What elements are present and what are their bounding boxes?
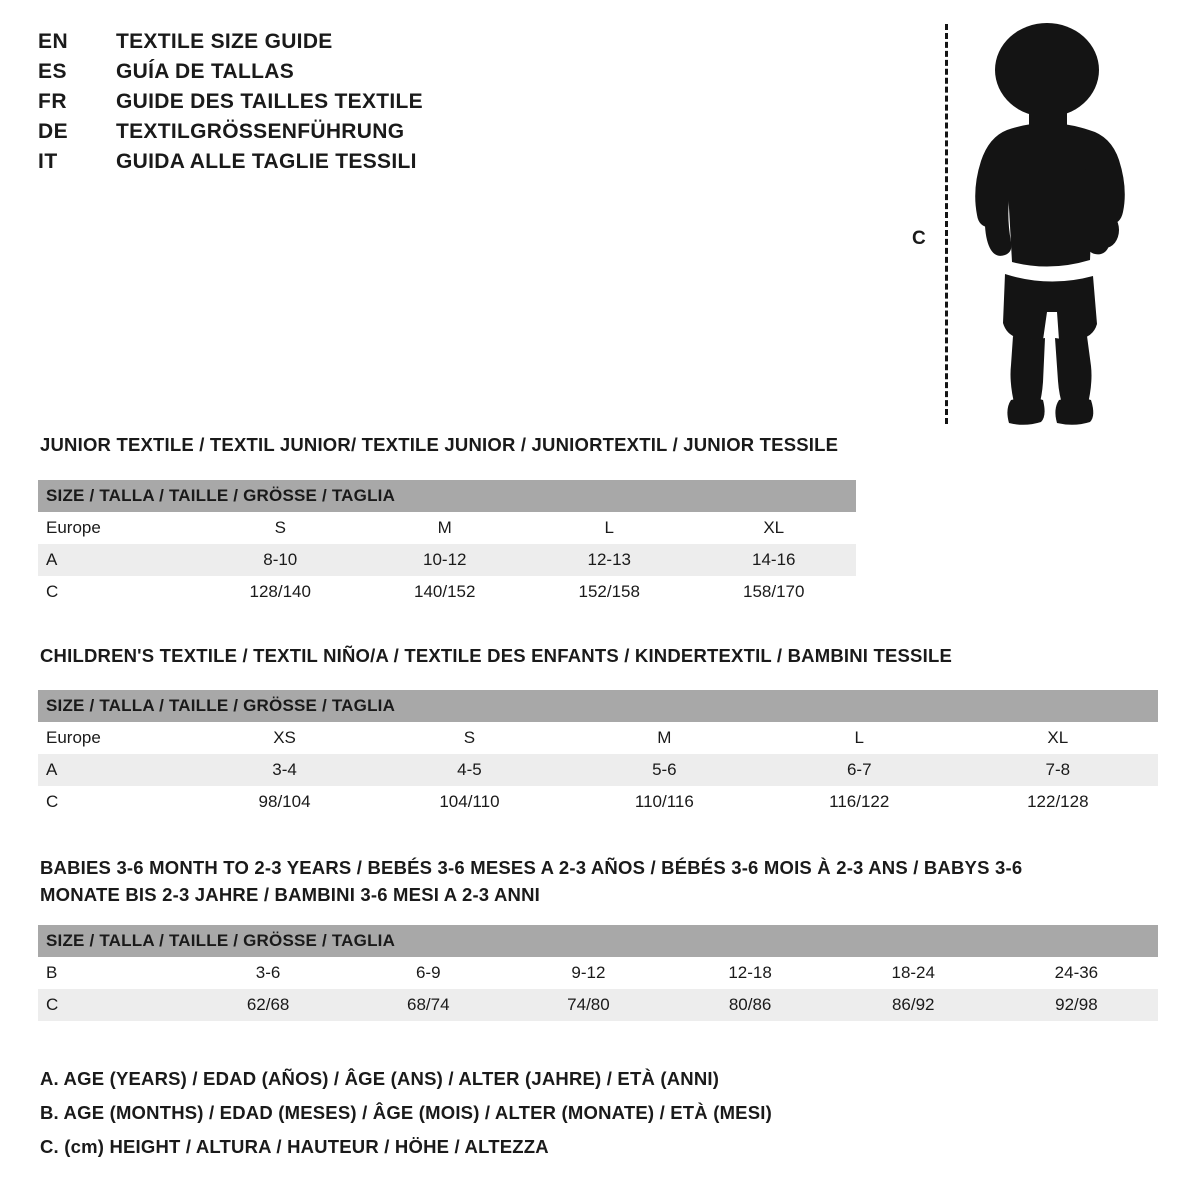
child-silhouette-icon <box>955 18 1145 433</box>
cell-value: 4-5 <box>371 754 568 786</box>
cell-value: XS <box>198 722 371 754</box>
cell-value: 14-16 <box>692 544 857 576</box>
cell-value: 12-18 <box>669 957 832 989</box>
table-row <box>38 576 856 608</box>
language-code: DE <box>38 120 69 143</box>
band-label: SIZE / TALLA / TAILLE / GRÖSSE / TAGLIA <box>38 925 1158 957</box>
row-label: C <box>38 786 198 818</box>
cell-value: 104/110 <box>371 786 568 818</box>
language-row <box>38 90 598 114</box>
cell-value: S <box>371 722 568 754</box>
language-row <box>38 150 598 174</box>
cell-value: XL <box>958 722 1158 754</box>
height-dashed-line <box>945 24 948 424</box>
language-code: ES <box>38 60 68 83</box>
children-size-table <box>38 690 1158 818</box>
cell-value: 116/122 <box>761 786 958 818</box>
cell-value: 92/98 <box>995 989 1158 1021</box>
cell-value: M <box>568 722 761 754</box>
cell-value: 80/86 <box>669 989 832 1021</box>
table-band-header <box>38 480 856 512</box>
cell-value: 74/80 <box>508 989 668 1021</box>
band-label: SIZE / TALLA / TAILLE / GRÖSSE / TAGLIA <box>38 690 1158 722</box>
cell-value: 140/152 <box>363 576 528 608</box>
cell-value: M <box>363 512 528 544</box>
cell-value: 68/74 <box>348 989 508 1021</box>
language-code: EN <box>38 30 69 53</box>
table-row <box>38 754 1158 786</box>
row-label: A <box>38 544 198 576</box>
cell-value: 158/170 <box>692 576 857 608</box>
language-row <box>38 120 598 144</box>
babies-size-table <box>38 925 1158 1021</box>
table-row <box>38 722 1158 754</box>
cell-value: S <box>198 512 363 544</box>
cell-value: 5-6 <box>568 754 761 786</box>
legend-line-age-years: A. AGE (YEARS) / EDAD (AÑOS) / ÂGE (ANS) / ALTER (JAHRE) / ETÀ (ANNI) <box>40 1068 720 1089</box>
cell-value: 62/68 <box>188 989 348 1021</box>
cell-value: 3-6 <box>188 957 348 989</box>
row-label: Europe <box>38 722 198 754</box>
cell-value: 9-12 <box>508 957 668 989</box>
band-label: SIZE / TALLA / TAILLE / GRÖSSE / TAGLIA <box>38 480 856 512</box>
cell-value: 110/116 <box>568 786 761 818</box>
row-label: B <box>38 957 188 989</box>
cell-value: 12-13 <box>527 544 692 576</box>
table-row <box>38 786 1158 818</box>
section-title-junior: JUNIOR TEXTILE / TEXTIL JUNIOR/ TEXTILE JUNIOR / JUNIORTEXTIL / JUNIOR TESSILE <box>40 434 839 455</box>
cell-value: 3-4 <box>198 754 371 786</box>
table-band-header <box>38 925 1158 957</box>
cell-value: XL <box>692 512 857 544</box>
junior-size-table <box>38 480 856 608</box>
table-row <box>38 544 856 576</box>
row-label: A <box>38 754 198 786</box>
cell-value: 8-10 <box>198 544 363 576</box>
language-row <box>38 30 598 54</box>
cell-value: L <box>761 722 958 754</box>
measurement-figure <box>900 10 1160 430</box>
cell-value: 18-24 <box>832 957 995 989</box>
language-title: GUÍA DE TALLAS <box>116 60 295 83</box>
cell-value: 152/158 <box>527 576 692 608</box>
row-label: Europe <box>38 512 198 544</box>
table-row <box>38 957 1158 989</box>
table-row <box>38 512 856 544</box>
language-code: FR <box>38 90 67 113</box>
language-code: IT <box>38 150 58 173</box>
language-title: GUIDA ALLE TAGLIE TESSILI <box>116 150 417 173</box>
table-row <box>38 989 1158 1021</box>
cell-value: 6-9 <box>348 957 508 989</box>
section-title-children: CHILDREN'S TEXTILE / TEXTIL NIÑO/A / TEXTILE DES ENFANTS / KINDERTEXTIL / BAMBINI TESSILE <box>40 645 952 666</box>
language-title: GUIDE DES TAILLES TEXTILE <box>116 90 423 113</box>
language-header-block <box>38 30 598 180</box>
cell-value: 128/140 <box>198 576 363 608</box>
row-label: C <box>38 576 198 608</box>
cell-value: 6-7 <box>761 754 958 786</box>
cell-value: 122/128 <box>958 786 1158 818</box>
cell-value: 86/92 <box>832 989 995 1021</box>
table-band-header <box>38 690 1158 722</box>
cell-value: 7-8 <box>958 754 1158 786</box>
cell-value: 10-12 <box>363 544 528 576</box>
language-title: TEXTILE SIZE GUIDE <box>116 30 333 53</box>
height-measure-label: C <box>912 228 926 249</box>
cell-value: L <box>527 512 692 544</box>
row-label: C <box>38 989 188 1021</box>
section-title-babies: BABIES 3-6 MONTH TO 2-3 YEARS / BEBÉS 3-6 MESES A 2-3 AÑOS / BÉBÉS 3-6 MOIS À 2-3 ANS / BABYS 3-6 MONATE BIS 2-3 JAHRE / BAMBINI 3-6 MESI A 2-3 ANNI <box>40 857 1023 905</box>
legend-line-age-months: B. AGE (MONTHS) / EDAD (MESES) / ÂGE (MOIS) / ALTER (MONATE) / ETÀ (MESI) <box>40 1102 772 1123</box>
legend-block <box>40 1068 1040 1170</box>
legend-line-height: C. (cm) HEIGHT / ALTURA / HAUTEUR / HÖHE / ALTEZZA <box>40 1136 549 1157</box>
language-row <box>38 60 598 84</box>
language-title: TEXTILGRÖSSENFÜHRUNG <box>116 120 405 143</box>
cell-value: 24-36 <box>995 957 1158 989</box>
cell-value: 98/104 <box>198 786 371 818</box>
